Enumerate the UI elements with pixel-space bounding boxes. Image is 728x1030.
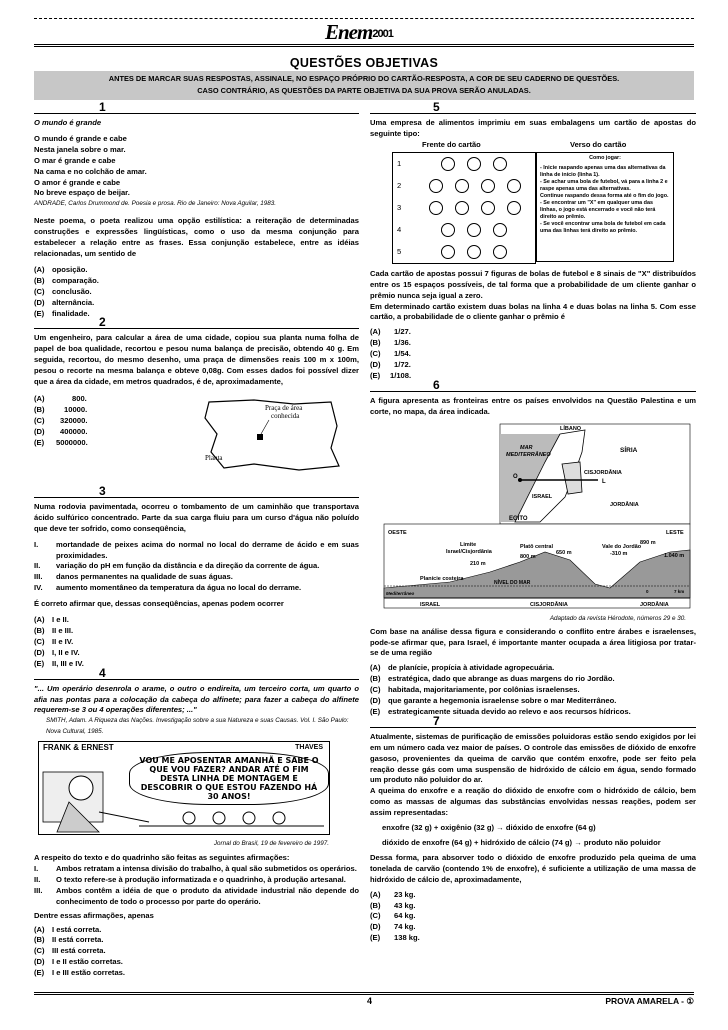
equation-2: dióxido de enxofre (64 g) + hidróxido de cálcio (74 g) → produto não poluidor: [382, 838, 661, 847]
option-d[interactable]: (D) I, II e IV.: [34, 647, 80, 657]
option-e[interactable]: (E) I e III estão corretas.: [34, 968, 126, 978]
footer-rule: [34, 992, 694, 995]
question-number: 2: [96, 317, 109, 328]
scratch-circle[interactable]: [481, 201, 495, 215]
scratch-circle[interactable]: [481, 179, 495, 193]
option-b[interactable]: (B) comparação.: [34, 275, 99, 285]
scratch-circle[interactable]: [441, 245, 455, 259]
quote-text: "... Um operário desenrola o arame, o outro o endireita, um terceiro corta, um quarto o afia nas pontas para a colocação da cabeça do alfinete; para fazer a cabeça do alfinete requerem-se 3 ou 4 operações diferentes; ...": [34, 683, 359, 715]
instruction-line: - Se encontrar um "X" em qualquer uma das linhas, o jogo está encerrado e você não terá direito ao prêmio.: [540, 199, 656, 220]
map-label: O: [513, 473, 518, 480]
question-stem-3: Em determinado cartão existem duas bolas na linha 4 e duas bolas na linha 5. Com esse cartão, a probabilidade de o cliente ganhar o prêmio é: [370, 301, 696, 322]
poem-line: O amor é grande e cabe: [34, 177, 121, 187]
question-4-header: [34, 665, 359, 684]
option-c[interactable]: (C) 64 kg.: [370, 911, 416, 921]
option-e[interactable]: (E) II, III e IV.: [34, 658, 84, 668]
statement-i: I. mortandade de peixes acima do normal no local do derrame de ácido e em suas proximidades.: [34, 539, 359, 560]
option-e[interactable]: (E) finalidade.: [34, 308, 90, 318]
option-b[interactable]: (B) II e III.: [34, 626, 74, 635]
map-label: MEDITERRÂNEO: [506, 451, 551, 458]
scratch-circle[interactable]: [429, 201, 443, 215]
speech-balloon: VOU ME APOSENTAR AMANHÃ E SABE O QUE VOU FAZER? ANDAR ATÉ O FIM DESTA LINHA DE MONTAGEM E DESCOBRIR O QUE ESTOU FAZENDO HÁ 30 ANOS!: [129, 752, 329, 805]
poem-line: O mar é grande e cabe: [34, 155, 116, 165]
scratch-circle[interactable]: [441, 223, 455, 237]
profile-label: 0: [646, 588, 649, 594]
profile-label: Planície costeira: [420, 575, 464, 582]
scratch-circle[interactable]: [493, 157, 507, 171]
option-b[interactable]: (B) 1/36.: [370, 338, 411, 348]
question-stem-2: A queima do enxofre e a reação do dióxido de enxofre com o hidróxido de cálcio, bem como as massas de algumas das substâncias envolvidas nessas reações, podem ser assim representadas:: [370, 786, 696, 818]
scratch-circle[interactable]: [507, 201, 521, 215]
banner-line-1: ANTES DE MARCAR SUAS RESPOSTAS, ASSINALE, NO ESPAÇO PRÓPRIO DO CARTÃO-RESPOSTA, A COR DE SEU CADERNO DE QUESTÕES.: [108, 74, 620, 83]
option-d[interactable]: (D) 1/72.: [370, 360, 411, 370]
option-d[interactable]: (D) que garante a hegemonia israelense sobre o mar Mediterrâneo.: [370, 696, 617, 706]
option-c[interactable]: (C) habitada, majoritariamente, por colônias israelenses.: [370, 685, 580, 695]
option-b[interactable]: (B) 43 kg.: [370, 900, 416, 910]
map-label: ISRAEL: [532, 493, 553, 500]
question-stem: A figura apresenta as fronteiras entre os países envolvidos na Questão Palestina e um corte, no mapa, da área indicada.: [370, 395, 696, 416]
profile-label: Vale do Jordão: [602, 543, 642, 550]
scratch-circle[interactable]: [467, 157, 481, 171]
question-stem: Numa rodovia pavimentada, ocorreu o tombamento de um caminhão que transportava ácido sulfúrico concentrado. Parte da sua carga fluiu para um curso d'água não poluído que deve ter sofrido, como conseqüência,: [34, 501, 359, 533]
comic-author: THAVES: [295, 744, 323, 752]
profile-label: Israel/Cisjordânia: [446, 548, 492, 555]
source-citation: SMITH, Adam. A Riqueza das Nações. Investigação sobre a sua Natureza e suas Causas. Vol. I. São Paulo: Nova Cultural, 1985.: [46, 717, 349, 736]
instruction-line: - Inicie raspando apenas uma das alternativas da linha de início (linha 1).: [540, 164, 666, 178]
profile-label: Platô central: [520, 543, 554, 550]
question-2-header: [34, 315, 359, 333]
question-prompt: Dentre essas afirmações, apenas: [34, 910, 154, 920]
square-marker: [257, 434, 263, 440]
map-label: EGITO: [509, 515, 528, 522]
statement-ii: II. O texto refere-se à produção informatizada e o quadrinho, à produção artesanal.: [34, 874, 346, 884]
row-number: 3: [397, 202, 402, 212]
option-c[interactable]: (C) 320000.: [34, 415, 88, 425]
scratch-circle[interactable]: [493, 223, 507, 237]
page-number: 4: [367, 996, 373, 1006]
statement-ii: II. variação do pH em função da distância e da direção da corrente de água.: [34, 561, 320, 571]
question-number: 1: [96, 102, 109, 113]
option-b[interactable]: (B) 10000.: [34, 404, 88, 414]
profile-label: 1.040 m: [664, 552, 685, 559]
front-label: Frente do cartão: [422, 139, 481, 149]
profile-label: Mediterrâneo: [386, 590, 415, 596]
bet-card-figure: [370, 140, 696, 264]
comic-source: Jornal do Brasil, 19 de fevereiro de 1997.: [213, 840, 329, 848]
question-5-header: [370, 100, 696, 118]
row-number: 5: [397, 246, 402, 256]
option-a[interactable]: (A) I e II.: [34, 615, 69, 625]
poem-line: No breve espaço de beijar.: [34, 188, 130, 198]
question-3-header: [34, 483, 359, 502]
instruction-line: - Se achar uma bola de futebol, vá para a linha 2 e raspe apenas uma das alternativas.: [540, 178, 668, 192]
scratch-circle[interactable]: [467, 245, 481, 259]
profile-label: 890 m: [640, 539, 656, 546]
comic-strip: [34, 741, 359, 839]
exam-color-label: PROVA AMARELA - ①: [605, 996, 694, 1006]
statement-i: I. Ambos retratam a intensa divisão do trabalho, à qual são submetidos os operários.: [34, 863, 357, 873]
scratch-circle[interactable]: [507, 179, 521, 193]
option-a[interactable]: (A) oposição.: [34, 264, 88, 274]
option-c[interactable]: (C) conclusão.: [34, 286, 92, 296]
profile-label: 7 km: [674, 588, 685, 594]
row-number: 4: [397, 224, 402, 234]
map-label: CISJORDÂNIA: [584, 469, 622, 476]
map-label: LÍBANO: [560, 425, 582, 432]
poem-line: Na cama e no colchão de amar.: [34, 166, 147, 176]
map-label: MAR: [520, 444, 533, 451]
option-b[interactable]: (B) II está correta.: [34, 935, 104, 945]
row-number: 2: [397, 180, 402, 190]
question-6-header: [370, 377, 696, 396]
poem-title: O mundo é grande: [34, 118, 102, 127]
question-7-header: [370, 713, 696, 732]
option-d[interactable]: (D) 74 kg.: [370, 922, 416, 932]
map-label: L: [602, 478, 606, 485]
question-stem: Neste poema, o poeta realizou uma opção estilística: a reiteração de determinadas construções e expressões lingüísticas, como o uso da mesma conjunção para estabelecer a relação entre as frases. Essa conjunção estabelece, entre as idéias relacionadas, um sentido de: [34, 216, 359, 258]
right-column: [370, 100, 696, 944]
poem-line: O mundo é grande e cabe: [34, 133, 127, 143]
question-number: 7: [430, 716, 443, 727]
poem-line: Nesta janela sobre o mar.: [34, 144, 126, 154]
question-stem-2: Com base na análise dessa figura e considerando o conflito entre árabes e israelenses, pode-se afirmar que, para Israel, é importante manter ocupada a área litigiosa por tratar-se de uma região: [370, 626, 696, 658]
option-c[interactable]: (C) 1/54.: [370, 349, 411, 359]
scratch-circle[interactable]: [429, 179, 443, 193]
map-label: SÍRIA: [620, 446, 638, 454]
question-number: 3: [96, 486, 109, 497]
question-stem: A respeito do texto e do quadrinho são feitas as seguintes afirmações:: [34, 853, 290, 863]
palestine-map-figure: [370, 422, 696, 614]
statement-iii: III. Ambos contêm a idéia de que o produto da atividade industrial não depende do conhecimento de todo o processo por parte do operário.: [34, 885, 359, 906]
question-1-header: [34, 100, 359, 118]
figure-label: Praça de área: [265, 403, 303, 412]
question-number: 4: [96, 668, 109, 679]
option-d[interactable]: (D) 400000.: [34, 426, 88, 436]
option-a[interactable]: (A) 800.: [34, 393, 87, 403]
card-back: [536, 152, 674, 262]
question-stem: Atualmente, sistemas de purificação de emissões poluidoras estão sendo exigidos por lei em um número cada vez maior de países. O controle das emissões de dióxido de enxofre gasoso, provenientes da queima de carvão que contém enxofre, pode ser feito pela reação desse gás com uma suspensão de hidróxido de cálcio em água, sendo formado um produto não poluidor do ar.: [370, 731, 696, 785]
option-e[interactable]: (E) 1/108.: [370, 370, 412, 380]
map-label: JORDÂNIA: [610, 501, 639, 508]
profile-label: Limite: [460, 541, 477, 548]
option-d[interactable]: (D) alternância.: [34, 297, 95, 307]
question-prompt: É correto afirmar que, dessas conseqüências, apenas podem ocorrer: [34, 599, 284, 609]
how-to-play-title: Como jogar:: [589, 154, 621, 161]
statement-iv: IV. aumento momentâneo da temperatura da água no local do derrame.: [34, 583, 302, 593]
scratch-circle[interactable]: [455, 201, 469, 215]
option-a[interactable]: (A) de planície, propícia à atividade agropecuária.: [370, 663, 555, 673]
profile-label: -310 m: [610, 550, 628, 557]
question-stem: Um engenheiro, para calcular a área de uma cidade, copiou sua planta numa folha de papel de boa qualidade, recortou e pesou numa balança de precisão, obtendo 40 g. Em seguida, recortou, do mesmo desenho, uma praça de dimensões reais 100 m x 100m, pesou o recorte na mesma balança e obteve 0,08g. Com esses dados foi possível dizer que a área da cidade, em metros quadrados, é de, aproximadamente,: [34, 333, 359, 387]
poem: [34, 134, 359, 199]
source-citation: Adaptado da revista Hérodote, números 29 e 30.: [549, 614, 686, 622]
page-title: QUESTÕES OBJETIVAS: [289, 56, 439, 70]
option-c[interactable]: (C) II e IV.: [34, 636, 74, 646]
instruction-banner: [34, 71, 694, 100]
city-plan-figure: [199, 396, 349, 474]
option-e[interactable]: (E) 138 kg.: [370, 933, 420, 943]
figure-label: conhecida: [271, 411, 300, 420]
equation-1: enxofre (32 g) + oxigênio (32 g) → dióxido de enxofre (64 g): [382, 823, 596, 833]
comic-title: FRANK & ERNEST: [43, 743, 114, 753]
option-b[interactable]: (B) estratégica, dado que abrange as duas margens do rio Jordão.: [370, 674, 615, 684]
left-column: [34, 100, 359, 979]
option-c[interactable]: (C) III está correta.: [34, 946, 106, 956]
question-stem: Uma empresa de alimentos imprimiu em suas embalagens um cartão de apostas do seguinte tipo:: [370, 118, 696, 138]
profile-label: NÍVEL DO MAR: [494, 579, 531, 586]
profile-label: 210 m: [470, 560, 486, 567]
comic-drawing: [39, 752, 329, 834]
profile-label: ISRAEL: [420, 601, 441, 608]
enem-logo: Enem$^{2001}$: [325, 20, 393, 44]
option-a[interactable]: (A) I está correta.: [34, 924, 102, 934]
option-e[interactable]: (E) estrategicamente situada devido ao relevo e aos recursos hídricos.: [370, 706, 631, 716]
question-stem-3: Dessa forma, para absorver todo o dióxido de enxofre produzido pela queima de uma tonelada de carvão (contendo 1% de enxofre), é suficiente a utilização de uma massa de hidróxido de cálcio de, aproximadamente,: [370, 852, 696, 884]
profile-label: 800 m: [520, 553, 536, 560]
card-front: [392, 152, 536, 264]
question-stem-2: Cada cartão de apostas possui 7 figuras de bolas de futebol e 8 sinais de "X" distribuídos entre os 15 espaços possíveis, de tal forma que a probabilidade de um cliente ganhar o prêmio nunca seja igual a zero.: [370, 268, 696, 300]
scratch-circle[interactable]: [441, 157, 455, 171]
question-number: 6: [430, 380, 443, 391]
back-label: Verso do cartão: [570, 139, 627, 149]
row-number: 1: [397, 158, 402, 168]
profile-label: OESTE: [388, 529, 407, 536]
option-e[interactable]: (E) 5000000.: [34, 437, 88, 447]
banner-line-2: CASO CONTRÁRIO, AS QUESTÕES DA PARTE OBJETIVA DA SUA PROVA SERÃO ANULADAS.: [197, 86, 531, 95]
top-dashed-rule: [34, 18, 694, 19]
figure-label: Planta: [205, 453, 223, 462]
option-d[interactable]: (D) I e II estão corretas.: [34, 957, 123, 967]
scratch-circle[interactable]: [455, 179, 469, 193]
option-a[interactable]: (A) 1/27.: [370, 327, 411, 337]
profile-label: CISJORDÂNIA: [530, 601, 568, 608]
profile-label: LESTE: [666, 529, 684, 536]
instruction-line: Continue raspando dessa forma até o fim do jogo.: [540, 192, 669, 199]
profile-label: 650 m: [556, 549, 572, 556]
instruction-line: - Se você encontrar uma bola de futebol em cada uma das linhas terá direito ao prêmio.: [540, 220, 666, 234]
option-a[interactable]: (A) 23 kg.: [370, 889, 416, 899]
question-number: 5: [430, 102, 443, 113]
source-citation: ANDRADE, Carlos Drummond de. Poesia e prosa. Rio de Janeiro: Nova Aguilar, 1983.: [34, 200, 276, 208]
scratch-circle[interactable]: [493, 245, 507, 259]
statement-iii: III. danos permanentes na qualidade de suas águas.: [34, 572, 233, 582]
header-double-rule: [34, 44, 694, 47]
scratch-circle[interactable]: [467, 223, 481, 237]
profile-label: JORDÂNIA: [640, 601, 669, 608]
